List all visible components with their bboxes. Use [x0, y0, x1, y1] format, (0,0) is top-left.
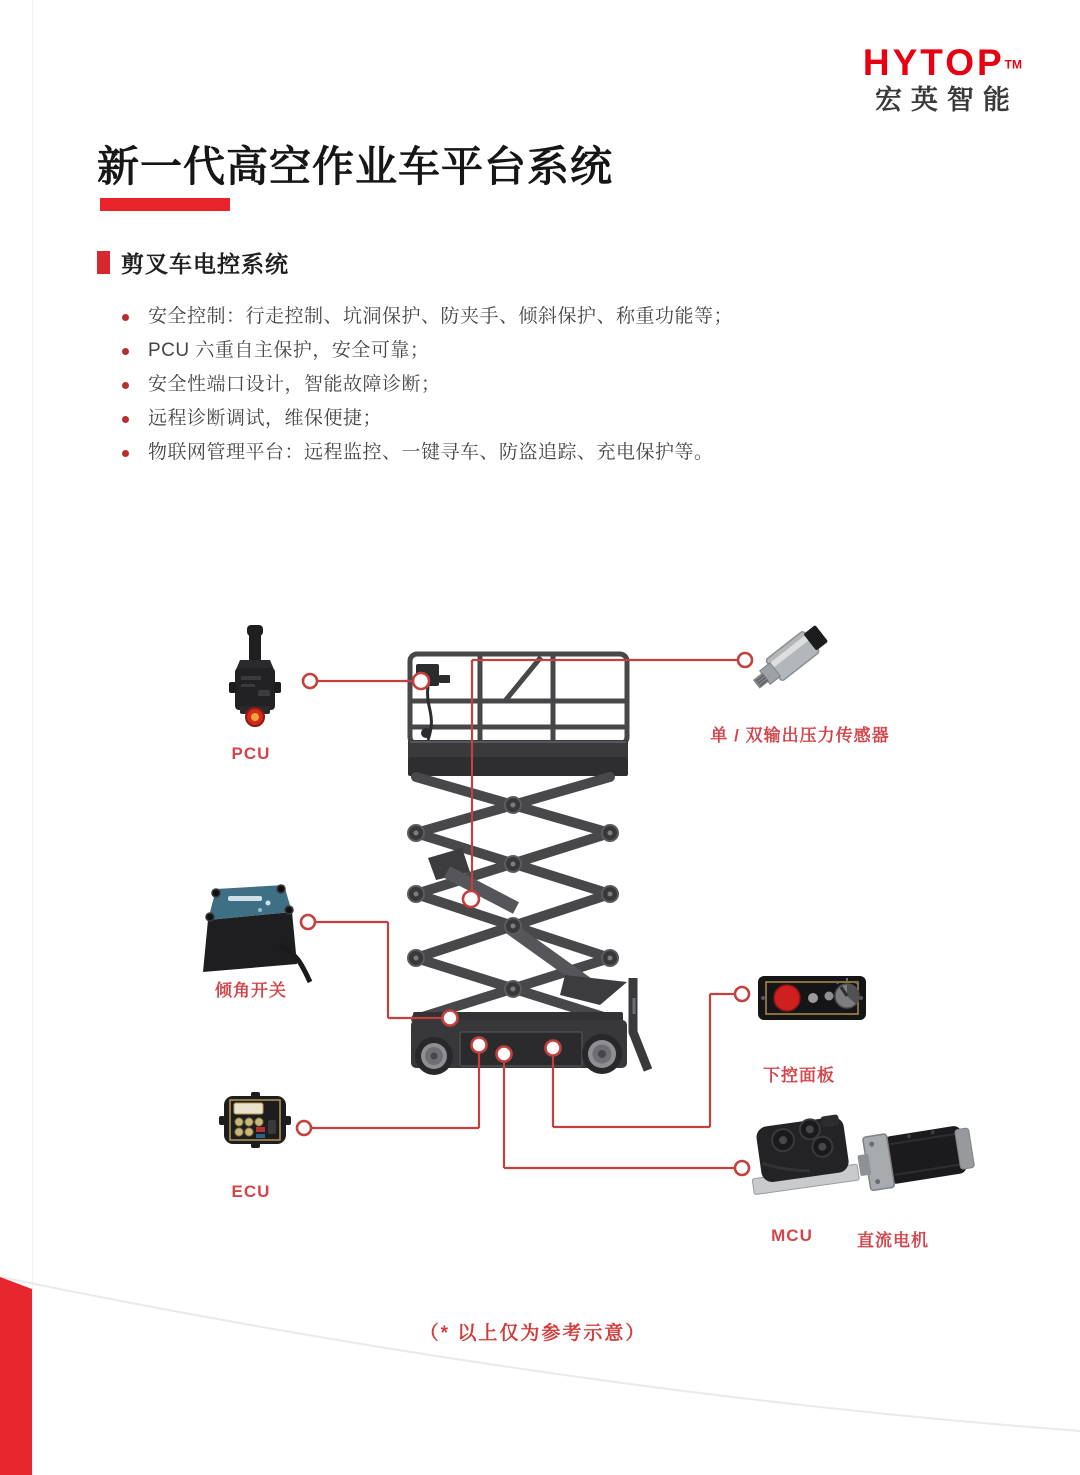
page-edge-line [32, 0, 33, 1475]
leader-line-ecu [311, 1052, 479, 1128]
label-tilt-switch: 倾角开关 [215, 981, 287, 1000]
page-fold-line [0, 1277, 1080, 1431]
corner-red-wedge [0, 1277, 32, 1475]
label-lower-control-panel: 下控面板 [763, 1066, 835, 1085]
label-pressure-sensor: 单 / 双输出压力传感器 [710, 726, 890, 745]
wheel-left [415, 1037, 453, 1075]
title-underline-bar [100, 198, 230, 211]
logo-brand-text: HYTOP [862, 42, 1005, 83]
label-ecu: ECU [231, 1182, 271, 1201]
list-item [122, 442, 733, 464]
leader-line-mcu [504, 1062, 735, 1168]
leader-line-lower-control-panel [553, 994, 735, 1127]
scissor-lift-illustration [408, 654, 648, 1075]
section-marker-icon [97, 251, 110, 274]
lower-control-panel-icon [758, 976, 866, 1020]
logo-wordmark [863, 44, 1022, 81]
tilt-switch-icon [203, 885, 310, 982]
dc-motor-icon [855, 1121, 976, 1192]
section-header [97, 246, 289, 279]
list-item [122, 408, 733, 430]
section-title: 剪叉车电控系统 [121, 251, 289, 277]
logo-trademark: TM [1004, 57, 1022, 72]
feature-list [122, 306, 733, 476]
feature-text: 安全性端口设计，智能故障诊断； [148, 374, 441, 395]
page-title: 新一代高空作业车平台系统 [97, 143, 614, 190]
pcu-device-icon [229, 625, 281, 726]
logo-subtitle: 宏英智能 [874, 85, 1019, 115]
feature-text: 远程诊断调试，维保便捷； [148, 408, 383, 429]
feature-text: PCU 六重自主保护，安全可靠； [148, 340, 430, 361]
list-item [122, 306, 733, 328]
leader-line-tilt-switch [315, 922, 443, 1018]
label-pcu: PCU [231, 744, 271, 763]
label-dc-motor: 直流电机 [857, 1231, 929, 1250]
ecu-device-icon [219, 1092, 291, 1148]
label-mcu: MCU [771, 1226, 813, 1245]
leader-lines [311, 660, 738, 1168]
mcu-device-icon [745, 1113, 859, 1195]
logo [863, 44, 1022, 114]
footnote: （* 以上仅为参考示意） [419, 1323, 647, 1344]
pressure-sensor-icon [748, 623, 830, 695]
leader-line-pressure-sensor [472, 660, 738, 892]
wheel-right [582, 1034, 622, 1074]
list-item [122, 374, 733, 396]
list-item [122, 340, 733, 362]
feature-text: 物联网管理平台：远程监控、一键寻车、防盗追踪、充电保护等。 [148, 442, 714, 463]
feature-text: 安全控制：行走控制、坑洞保护、防夹手、倾斜保护、称重功能等； [148, 306, 734, 327]
